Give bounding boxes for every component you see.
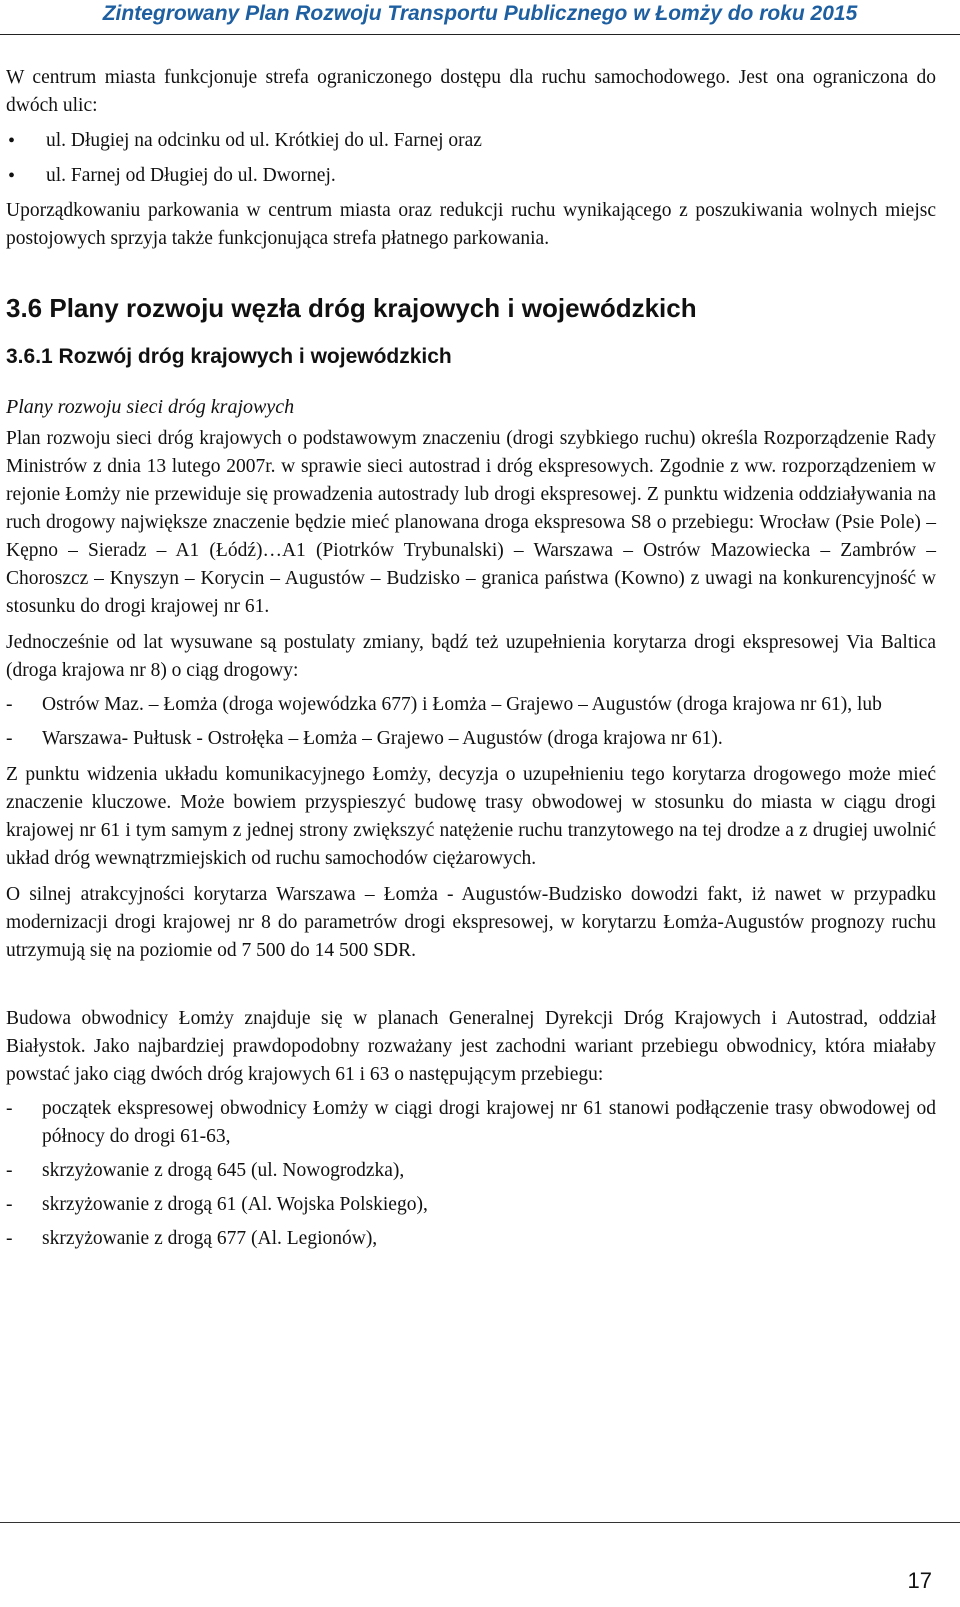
bypass-route-item: - skrzyżowanie z drogą 677 (Al. Legionów), bbox=[6, 1225, 936, 1253]
bypass-route-item: - skrzyżowanie z drogą 645 (ul. Nowogrodzka), bbox=[6, 1157, 936, 1185]
page-header bbox=[0, 0, 960, 35]
paragraph-key-decision: Z punktu widzenia układu komunikacyjnego Łomży, decyzja o uzupełnieniu tego korytarza drogowego może mieć znaczenie kluczowe. Może bowiem przyspieszyć budowę trasy obwodowej w stosunku do miasta w ciągu drogi krajowej nr 61 i tym samym z jednej strony zwiększyć natężenie ruchu tranzytowego na tej drodze a z drugiej uwolnić układ dróg wewnątrzmiejskich od ruchu samochodów ciężarowych. bbox=[6, 764, 936, 869]
bypass-route-item: - skrzyżowanie z drogą 61 (Al. Wojska Polskiego), bbox=[6, 1191, 936, 1219]
document-body bbox=[6, 64, 936, 1259]
corridor-list-item: - Ostrów Maz. – Łomża (droga wojewódzka 677) i Łomża – Grajewo – Augustów (droga krajowa nr 61), lub bbox=[6, 691, 936, 719]
street-list-item: • ul. Farnej od Długiej do ul. Dwornej. bbox=[6, 162, 936, 190]
intro-paragraph-1: W centrum miasta funkcjonuje strefa ograniczonego dostępu dla ruchu samochodowego. Jest ona ograniczona do dwóch ulic: bbox=[6, 67, 936, 116]
bypass-route-item: - początek ekspresowej obwodnicy Łomży w ciągi drogi krajowej nr 61 stanowi podłączenie trasy obwodowej od północy do drogi 61-63, bbox=[6, 1095, 936, 1151]
subheading: Plany rozwoju sieci dróg krajowych bbox=[6, 396, 295, 418]
section-heading: 3.6 Plany rozwoju węzła dróg krajowych i wojewódzkich bbox=[6, 293, 697, 323]
paragraph-bypass: Budowa obwodnicy Łomży znajduje się w planach Generalnej Dyrekcji Dróg Krajowych i Autostrad, oddział Białystok. Jako najbardziej prawdopodobny rozważany jest zachodni wariant przebiegu obwodnicy, która miałaby powstać jako ciąg dwóch dróg krajowych 61 i 63 o następującym przebiegu: bbox=[6, 1008, 936, 1085]
paragraph-s8: Plan rozwoju sieci dróg krajowych o podstawowym znaczeniu (drogi szybkiego ruchu) określa Rozporządzenie Rady Ministrów z dnia 13 lutego 2007r. w sprawie sieci autostrad i dróg ekspresowych. Zgodnie z ww. rozporządzeniem w rejonie Łomży nie przewiduje się prowadzenia autostrady lub drogi ekspresowej. Z punktu widzenia oddziaływania na ruch drogowy największe znaczenie będzie mieć planowana droga ekspresowa S8 o przebiegu: Wrocław (Psie Pole) – Kępno – Sieradz – A1 (Łódź)…A1 (Piotrków Trybunalski) – Warszawa – Ostrów Mazowiecka – Zambrów – Choroszcz – Knyszyn – Korycin – Augustów – Budzisko – granica państwa (Kowno) z uwagi na konkurencyjność w stosunku do drogi krajowej nr 61. bbox=[6, 428, 936, 617]
street-list-item: • ul. Długiej na odcinku od ul. Krótkiej do ul. Farnej oraz bbox=[6, 127, 936, 155]
bypass-route-list bbox=[6, 1095, 936, 1253]
document-title: Zintegrowany Plan Rozwoju Transportu Publicznego w Łomży do roku 2015 bbox=[102, 2, 858, 25]
street-list bbox=[6, 127, 936, 190]
paragraph-corridor-attractiveness: O silnej atrakcyjności korytarza Warszawa – Łomża - Augustów-Budzisko dowodzi fakt, iż nawet w przypadku modernizacji drogi krajowej nr 8 do parametrów drogi ekspresowej, w korytarzu Łomża-Augustów prognozy ruchu utrzymują się na poziomie od 7 500 do 14 500 SDR. bbox=[6, 884, 936, 961]
page-number: 17 bbox=[907, 1568, 932, 1593]
subsection-heading: 3.6.1 Rozwój dróg krajowych i wojewódzkich bbox=[6, 345, 452, 368]
paragraph-via-baltica: Jednocześnie od lat wysuwane są postulaty zmiany, bądź też uzupełnienia korytarza drogi ekspresowej Via Baltica (droga krajowa nr 8) o ciąg drogowy: bbox=[6, 632, 936, 681]
intro-paragraph-2: Uporządkowaniu parkowania w centrum miasta oraz redukcji ruchu wynikającego z poszukiwania wolnych miejsc postojowych sprzyja także funkcjonująca strefa płatnego parkowania. bbox=[6, 200, 936, 249]
corridor-list bbox=[6, 691, 936, 753]
corridor-list-item: - Warszawa- Pułtusk - Ostrołęka – Łomża – Grajewo – Augustów (droga krajowa nr 61). bbox=[6, 725, 936, 753]
footer-divider bbox=[0, 1522, 960, 1523]
